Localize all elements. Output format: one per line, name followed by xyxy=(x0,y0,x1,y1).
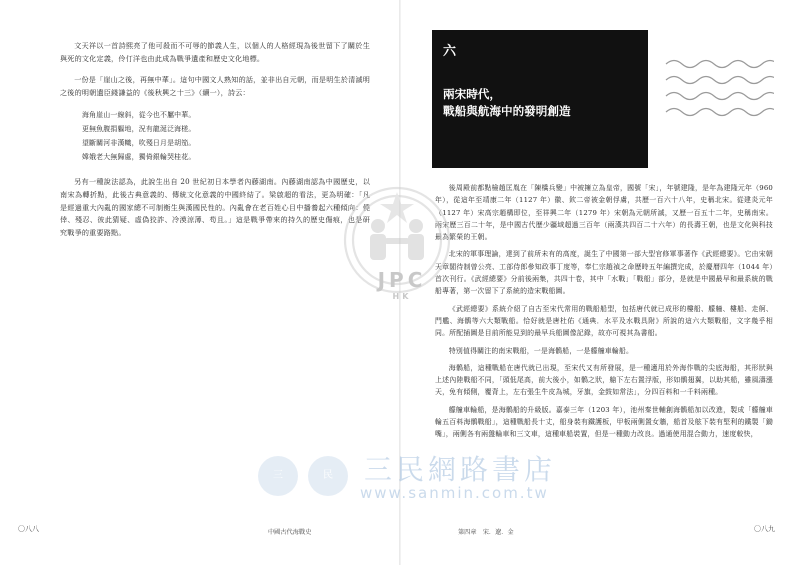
publisher-watermark-name: 三民網路書店 xyxy=(364,453,557,486)
page-number-right: 〇八九 xyxy=(754,525,775,533)
left-paragraph: 另有一種說法認為，此說生出自 20 世紀初日本學者內藤湖南。內藤湖南認為中國歷史，以南宋為轉折點，此後古典意義的、傳統文化意義的中國終結了。梁啟超的看法，更為明確：「凡是經過重大內亂的國家總不可制衡生與漢國民性的。內亂會在老百姓心目中播養起六種傾向：僥倖、殘忍、彼此猜疑、虛偽狡詐、冷漠涼薄、苟且。」這是戰爭帶來的持久的歷史傷痕，也是研究戰爭的重要路點。 xyxy=(60,177,370,237)
chapter-title xyxy=(443,86,571,120)
right-paragraph: 海鶻船，這種戰船在唐代就已出現，至宋代又有所發展，是一種適用於外海作戰的尖底海船，其形狀與上述內陸戰船不同，「頭低尾高，前大後小，如鶻之狀，艙下左右置浮版，形如鶻翅翼，以助其船，雖風濤漲天，免有傾側，覆背上，左右張生牛皮為城，牙旗，金鼓如常法」，分四百料和一千料兩種。 xyxy=(435,363,773,397)
running-head-right: 第四章 宋．遼．金 xyxy=(458,529,514,536)
publisher-seal-icon: 三 xyxy=(258,456,298,496)
right-page-body xyxy=(435,182,773,446)
right-paragraph: 特別值得關注的南宋戰船，一是海鶻船，一是艨艟車輪船。 xyxy=(448,346,634,355)
publisher-seal-icon: 民 xyxy=(308,456,348,496)
poem-line: 望斷關河非漢幟，吹殘日月是胡笳。 xyxy=(82,139,196,148)
jpc-watermark-text: JPC xyxy=(377,268,427,292)
running-head-left: 中國古代海戰史 xyxy=(268,529,312,536)
poem-block xyxy=(82,108,370,164)
jpc-watermark-subtext: HK xyxy=(392,292,412,301)
left-page-body xyxy=(60,40,370,248)
right-paragraph: 《武經總要》系統介紹了自古至宋代常用的戰船船型，包括唐代就已成形的樓船、艨艟、樓船、走舸、門艦、海鶻等六大類戰船。恰好就是唐杜佑《通典．水平及水戰具附》所說的這六大類戰船，文字幾乎相同。所配插圖是目前所能見到的最早兵船圖像記錄，故亦可視其為書船。 xyxy=(435,304,773,338)
poem-line: 海角崖山一線斜，從今也不屬中華。 xyxy=(82,111,196,120)
right-paragraph: 後周殿前都點檢趙匡胤在「陳橋兵變」中被擁立為皇帝，國號「宋」，年號建隆，是年為建隆元年（960 年），從這年至靖康二年（1127 年）徽、欽二帝被金朝俘虜，共歷一百六十八年，史稱北宋。從建炎元年（1127 年）宋高宗趙構即位，至祥興二年（1279 年）宋朝為元朝所滅，又歷一百五十二年，史稱南宋。兩宋歷三百二十年，是中國古代歷少疆域超過三百年（兩漢共四百二十六年）的長壽王朝，也是文化與科技最為繁榮的王朝。 xyxy=(435,184,773,242)
right-paragraph: 艨艟車輪船，是海鶻船的升級版。嘉泰三年（1203 年），池州秦世輔創海鶻船加以改進，製成「艨艟車輪五百料海鶻戰船」，這種戰船長十丈，船身裝有鐵護板，甲板兩側置女牆，船首及舷下裝有堅利的鐵製「鋤嘴」，兩側各有兩盤輪車和三文車，這種車船裝置，但是一種動力改良。過通使用混合動力，速度較快， xyxy=(435,405,773,439)
chapter-title-line: 兩宋時代， xyxy=(443,87,501,101)
page-number-left: 〇八八 xyxy=(18,525,39,533)
poem-line: 更無魚腹捐軀地，況有龍涎泛海槎。 xyxy=(82,125,196,134)
chapter-number: 六 xyxy=(443,44,457,59)
left-paragraph: 一份是「崖山之後，再無中華」。這句中國文人熟知的話，並非出自元朝，而是明生於清滅明之後的明朝遺臣錢謙益的《後秋興之十三》（續一），詩云： xyxy=(60,75,370,97)
wave-ornament-icon xyxy=(664,56,774,120)
poem-line: 嫦娥老大無歸處，獨倚銀輪哭桂花。 xyxy=(82,153,196,162)
chapter-title-line: 戰船與航海中的發明創造 xyxy=(443,104,571,118)
right-paragraph: 北宋的軍事理論，達到了前所未有的高度，誕生了中國第一部大型官修軍事著作《武經總要》。它由宋朝天章閣待制曾公亮、工部侍郎參知政事丁度等，奉仁宗趙禎之命歷時五年編撰完成，於慶曆四年（1044 年）首次刊行。《武經總要》分前後兩集，共四十卷，其中「水戰」「戰船」部分，是就是中國最早和最系統的戰船專著，第一次留下了系統的造宋戰船圖。 xyxy=(435,250,773,296)
left-paragraph: 文天祥以一首詩熙亮了他可殺而不可辱的節義人生，以個人的人格經現為後世留下了關於生與死的文化定義，伶仃洋也由此成為戰爭遺產和歷史文化地標。 xyxy=(60,41,370,63)
publisher-watermark-url: www.sanmin.com.tw xyxy=(360,484,549,502)
